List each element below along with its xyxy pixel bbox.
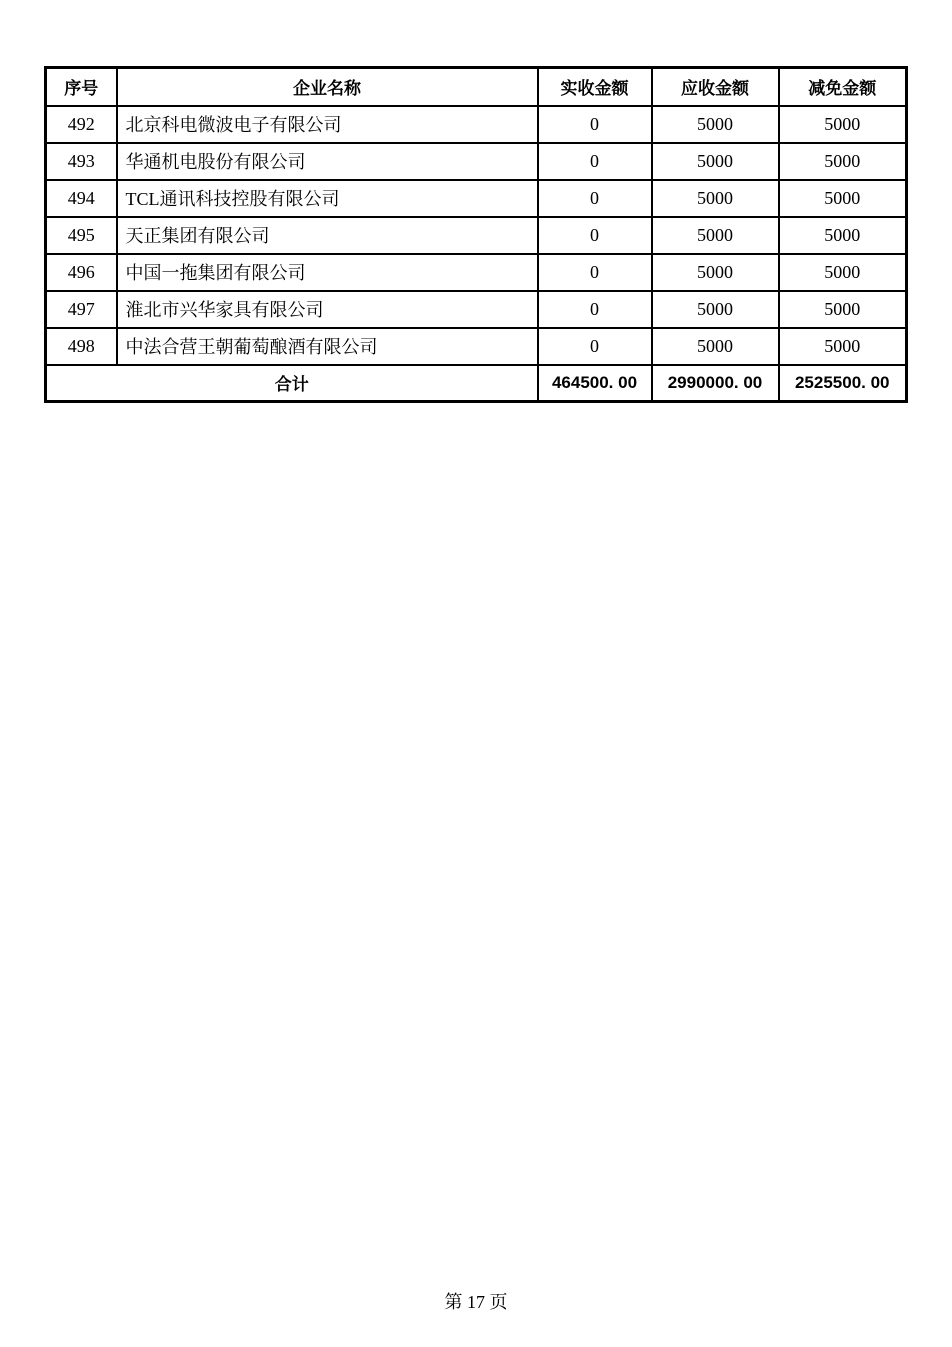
row-serial-number: 497 <box>46 291 117 328</box>
receivable-amount: 5000 <box>652 328 779 365</box>
table-row <box>46 217 907 254</box>
receivable-amount: 5000 <box>652 106 779 143</box>
row-serial-number: 493 <box>46 143 117 180</box>
table-footer <box>46 365 907 402</box>
reduced-amount: 5000 <box>779 143 907 180</box>
receivable-amount: 5000 <box>652 217 779 254</box>
table-body <box>46 106 907 365</box>
column-header-receivable: 应收金额 <box>652 68 779 106</box>
row-serial-number: 494 <box>46 180 117 217</box>
received-amount: 0 <box>538 143 652 180</box>
table-row <box>46 143 907 180</box>
total-received-amount: 464500. 00 <box>538 365 652 402</box>
row-serial-number: 496 <box>46 254 117 291</box>
reduced-amount: 5000 <box>779 254 907 291</box>
row-serial-number: 498 <box>46 328 117 365</box>
received-amount: 0 <box>538 291 652 328</box>
reduced-amount: 5000 <box>779 291 907 328</box>
receivable-amount: 5000 <box>652 254 779 291</box>
company-name: 淮北市兴华家具有限公司 <box>117 291 538 328</box>
received-amount: 0 <box>538 254 652 291</box>
company-name: 中国一拖集团有限公司 <box>117 254 538 291</box>
receivable-amount: 5000 <box>652 143 779 180</box>
reduced-amount: 5000 <box>779 217 907 254</box>
company-name: 华通机电股份有限公司 <box>117 143 538 180</box>
company-name: TCL通讯科技控股有限公司 <box>117 180 538 217</box>
table-row <box>46 291 907 328</box>
reduced-amount: 5000 <box>779 328 907 365</box>
reduced-amount: 5000 <box>779 180 907 217</box>
header-row <box>46 68 907 106</box>
received-amount: 0 <box>538 180 652 217</box>
receivable-amount: 5000 <box>652 291 779 328</box>
table-row <box>46 254 907 291</box>
table-row <box>46 106 907 143</box>
column-header-received: 实收金额 <box>538 68 652 106</box>
fee-table-container <box>44 66 908 403</box>
received-amount: 0 <box>538 328 652 365</box>
row-serial-number: 492 <box>46 106 117 143</box>
received-amount: 0 <box>538 217 652 254</box>
table-header <box>46 68 907 106</box>
column-header-company: 企业名称 <box>117 68 538 106</box>
total-reduced-amount: 2525500. 00 <box>779 365 907 402</box>
company-name: 北京科电微波电子有限公司 <box>117 106 538 143</box>
reduced-amount: 5000 <box>779 106 907 143</box>
column-header-reduced: 减免金额 <box>779 68 907 106</box>
total-row <box>46 365 907 402</box>
table-row <box>46 328 907 365</box>
total-receivable-amount: 2990000. 00 <box>652 365 779 402</box>
receivable-amount: 5000 <box>652 180 779 217</box>
table-row <box>46 180 907 217</box>
column-header-serial: 序号 <box>46 68 117 106</box>
fee-table <box>44 66 908 403</box>
company-name: 天正集团有限公司 <box>117 217 538 254</box>
company-name: 中法合营王朝葡萄酿酒有限公司 <box>117 328 538 365</box>
received-amount: 0 <box>538 106 652 143</box>
row-serial-number: 495 <box>46 217 117 254</box>
total-label: 合计 <box>46 365 538 402</box>
page-number: 第 17 页 <box>444 1292 508 1312</box>
